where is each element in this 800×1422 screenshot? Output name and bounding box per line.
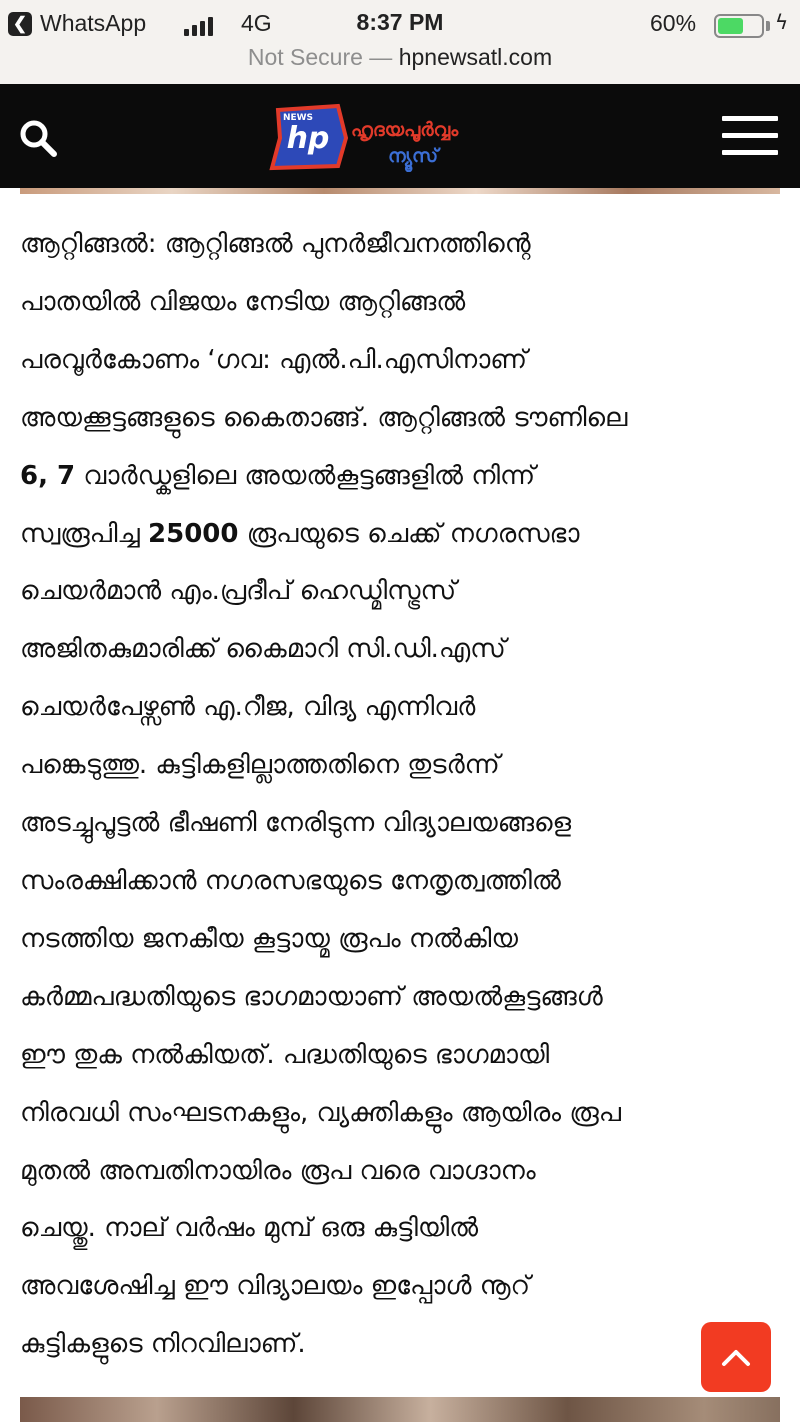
search-button[interactable] [18, 118, 58, 158]
network-type: 4G [241, 10, 272, 36]
article-line: പാതയിൽ വിജയം നേടിയ ആറ്റിങ്ങൽ [20, 286, 466, 317]
article-line: അജിതകുമാരിക്ക് കൈമാറി സി.ഡി.എസ് [20, 634, 506, 665]
chevron-up-icon [721, 1344, 751, 1370]
battery-tip [766, 21, 770, 31]
article-body [20, 216, 780, 1374]
battery-icon [714, 14, 764, 38]
ward-numbers: 6, 7 [20, 460, 76, 491]
site-domain: hpnewsatl.com [398, 44, 553, 70]
article-line: നിരവധി സംഘടനകളും, വ്യക്തികളും ആയിരം രൂപ [20, 1097, 621, 1128]
battery-percentage: 60% [650, 10, 697, 36]
logo-news-text: NEWS [282, 113, 314, 123]
article-line: അവശേഷിച്ച ഈ വിദ്യാലയം ഇപ്പോൾ നൂറ് [20, 1271, 531, 1302]
logo-title-line1: ഹൃദയപൂർവ്വം [351, 119, 459, 141]
hamburger-menu-icon [722, 116, 778, 155]
next-image-edge [20, 1397, 780, 1422]
article-line: ഈ തുക നൽകിയത്. പദ്ധതിയുടെ ഭാഗമായി [20, 1039, 550, 1070]
article-line: കുട്ടികളുടെ നിറവിലാണ്. [20, 1329, 306, 1360]
logo-title-line2: ന്യൂസ് [388, 145, 439, 167]
article-line [20, 506, 780, 564]
article-line: മുതൽ അമ്പതിനായിരം രൂപ വരെ വാഗ്ദാനം [20, 1155, 536, 1186]
article-line: നടത്തിയ ജനകീയ കൂട്ടായ്മ രൂപം നൽകിയ [20, 923, 518, 954]
article-line [20, 448, 780, 506]
site-header [0, 84, 800, 188]
article-line-prefix: സ്വരൂപിച്ച [20, 518, 140, 549]
logo-graphic [268, 102, 538, 172]
article-line: പങ്കെടുത്തു. കുട്ടികളില്ലാത്തതിനെ തുടർന്ന് [20, 750, 500, 781]
article-line: കർമ്മപദ്ധതിയുടെ ഭാഗമായാണ് അയൽകൂട്ടങ്ങൾ [20, 981, 603, 1012]
browser-chrome [0, 0, 800, 84]
article-line: പരവൂർകോണം ‘ഗവ: എൽ.പി.എസിനാണ് [20, 344, 528, 375]
scroll-to-top-button[interactable] [701, 1322, 771, 1392]
amount: 25000 [148, 518, 239, 549]
status-bar [0, 4, 800, 42]
menu-button[interactable] [722, 116, 778, 158]
article-line-text: രൂപയുടെ ചെക്ക് നഗരസഭാ [246, 518, 580, 549]
logo-badge-text: hp [286, 121, 330, 156]
back-app-label: WhatsApp [40, 10, 147, 36]
article-line: അടച്ചുപൂട്ടൽ ഭീഷണി നേരിടുന്ന വിദ്യാലയങ്ങളെ [20, 808, 572, 839]
article-line: ചെയ്തു. നാല് വർഷം മുമ്പ് ഒരു കുട്ടിയിൽ [20, 1213, 479, 1244]
address-bar[interactable] [0, 44, 800, 71]
article-line-text: വാർഡ്കളിലെ അയൽകൂട്ടങ്ങളിൽ നിന്ന് [83, 460, 536, 491]
site-logo[interactable] [268, 102, 538, 172]
article-line: അയക്കൂട്ടങ്ങളുടെ കൈതാങ്ങ്. ആറ്റിങ്ങൽ ടൗണിലെ [20, 402, 628, 433]
article-line: ചെയർമാൻ എം.പ്രദീപ് ഹെഡ്മിസ്ട്രസ് [20, 576, 457, 607]
featured-image-edge [20, 188, 780, 194]
security-label: Not Secure — [247, 44, 393, 70]
battery-level [718, 18, 743, 34]
article-line: ചെയർപേഴ്സൺ എ.റീജ, വിദ്യ എന്നിവർ [20, 692, 476, 723]
search-icon [18, 118, 58, 158]
back-arrow-icon: ❮ [8, 12, 32, 36]
charging-icon: ϟ [775, 10, 789, 34]
status-time: 8:37 PM [356, 9, 444, 35]
article-line: സംരക്ഷിക്കാൻ നഗരസഭയുടെ നേതൃത്വത്തിൽ [20, 865, 561, 896]
article-line: ആറ്റിങ്ങൽ: ആറ്റിങ്ങൽ പുനർജീവനത്തിന്റെ [20, 229, 531, 259]
